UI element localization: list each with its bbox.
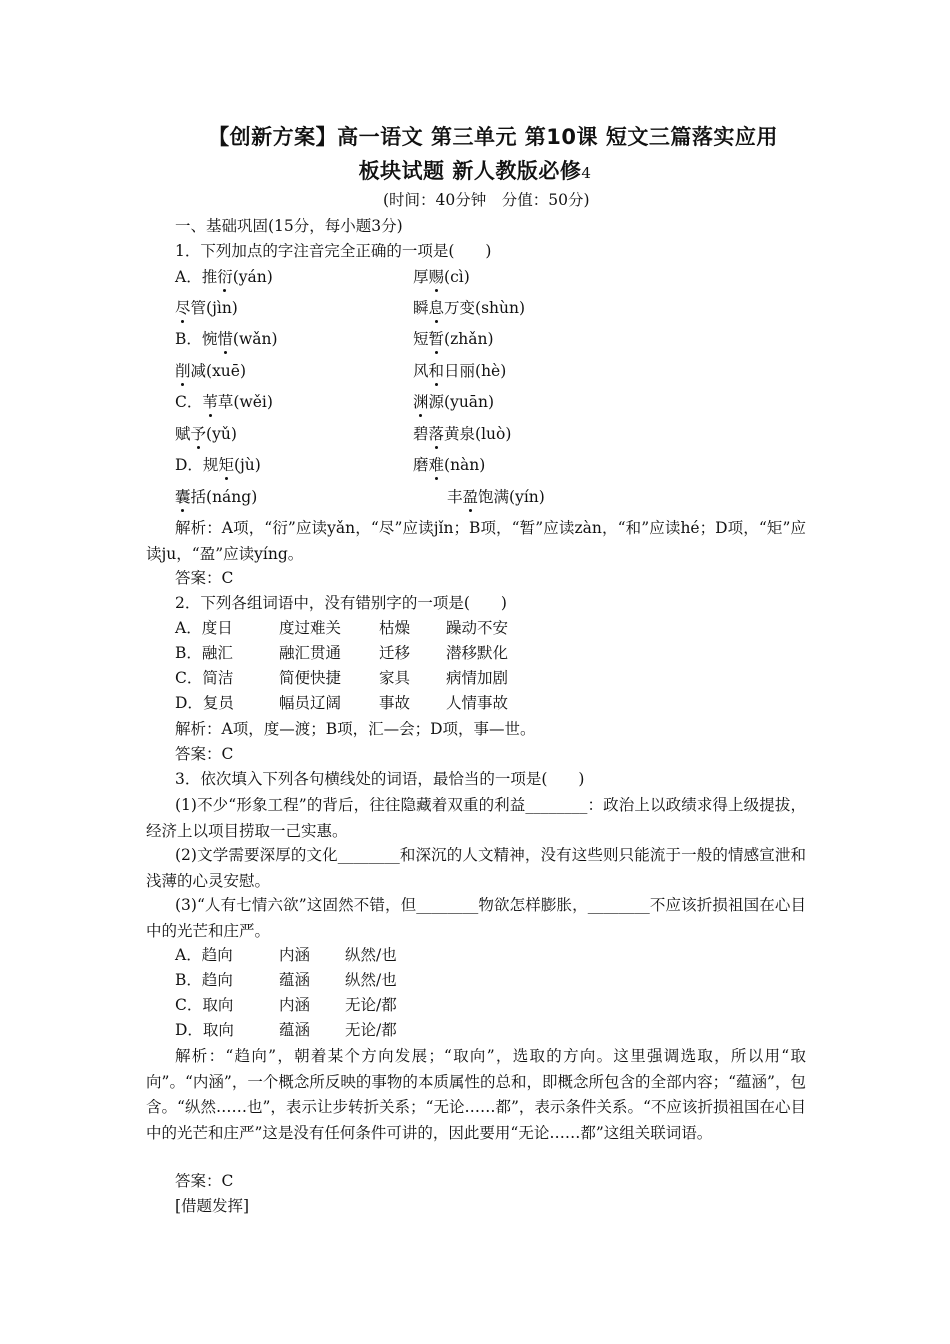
dotted-char: 和 [428,362,445,380]
q1-option-left [175,454,261,476]
q2-option-cell: 枯燥 [379,619,411,637]
option-text: 磨 [413,456,429,474]
option-text: 赋 [175,425,191,443]
option-text: (yán) [232,268,273,286]
dotted-char: 尽 [175,299,191,317]
option-text: 瞬 [413,299,429,317]
option-text: 减(xuē) [190,362,247,380]
q2-option-cell: D．复员 [175,694,234,712]
question-1-analysis: 解析：A项，“衍”应读yǎn，“尽”应读jǐn；B项，“暂”应读zàn，“和”应读hé；D项，“矩”应读ju，“盈”应读yíng。 [146,519,806,563]
question-2-answer: 答案：C [175,745,234,763]
dotted-char: 囊 [175,488,191,506]
option-text: (zhǎn) [444,330,494,348]
q3-option-cell: 纵然/也 [345,946,397,964]
dotted-char: 盈 [462,488,479,506]
q2-option-cell: 融汇贯通 [279,644,342,662]
q3-option-cell: B．趋向 [175,971,233,989]
title-line2-text: 板块试题 新人教版必修 [358,159,582,183]
q1-option-right [413,423,511,445]
dotted-char: 衍 [217,268,233,286]
dotted-char: 苇 [202,393,218,411]
q2-option-cell: B．融汇 [175,644,233,662]
option-text: 丰 [447,488,463,506]
option-text: (wǎn) [232,330,278,348]
option-text: 管(jìn) [190,299,238,317]
q2-option-cell: C．简洁 [175,669,234,687]
dotted-char: 矩 [218,456,234,474]
q2-option-cell: 事故 [379,694,411,712]
option-text: D．规 [175,456,219,474]
option-text: (cì) [444,268,470,286]
section-heading: 一、基础巩固(15分，每小题3分) [175,217,403,235]
option-text: 厚 [413,268,429,286]
dotted-char: 惜 [217,330,233,348]
q2-option-cell: A．度日 [175,619,233,637]
dotted-char: 难 [428,456,445,474]
question-2-analysis: 解析：A项，度—渡；B项，汇—会；D项，事—世。 [175,720,536,738]
question-3-sentence-3: (3)“人有七情六欲”这固然不错，但________物欲怎样膨胀，________不应该折损祖国在心目中的光芒和庄严。 [146,896,806,940]
question-3-stem: 3．依次填入下列各句横线处的词语，最恰当的一项是( ) [175,770,585,788]
option-text: (jù) [233,456,261,474]
question-1-answer: 答案：C [175,569,234,587]
q1-option-left [175,391,273,413]
q1-option-left [175,486,257,508]
q2-option-cell: 迁移 [379,644,411,662]
question-3-answer: 答案：C [175,1172,234,1190]
q1-option-left [175,423,237,445]
q2-option-cell: 潜移默化 [446,644,509,662]
q1-option-left [175,328,278,350]
q1-option-left [175,297,238,319]
q3-option-cell: D．取向 [175,1021,234,1039]
q1-option-right [447,486,545,508]
dotted-char: 息 [428,299,445,317]
q2-option-cell: 幅员辽阔 [279,694,342,712]
option-text: 草(wěi) [217,393,273,411]
q1-option-right [413,328,494,350]
q3-option-cell: 无论/都 [345,996,397,1014]
document-title-line2 [0,155,950,185]
document-title-line1: 【创新方案】高一语文 第三单元 第10课 短文三篇落实应用 [208,125,778,149]
option-text: (nàn) [444,456,486,474]
option-text: A．推 [175,268,218,286]
q2-option-cell: 简便快捷 [279,669,342,687]
question-1-stem: 1．下列加点的字注音完全正确的一项是( ) [175,242,492,260]
q1-option-right [413,297,525,319]
dotted-char: 予 [190,425,207,443]
q1-option-right [413,454,485,476]
dotted-char: 落 [428,425,445,443]
option-text: 碧 [413,425,429,443]
option-text: 短 [413,330,429,348]
dotted-char: 渊 [413,393,429,411]
option-text: 源(yuān) [428,393,495,411]
option-text: (yǔ) [206,425,237,443]
q1-option-right [413,391,494,413]
option-text: 括(náng) [190,488,258,506]
dotted-char: 削 [175,362,191,380]
option-text: 黄泉(luò) [444,425,512,443]
option-text: 饱满(yín) [478,488,545,506]
q2-option-cell: 躁动不安 [446,619,509,637]
dotted-char: 赐 [428,268,445,286]
q1-option-left [175,360,246,382]
q1-option-right [413,266,470,288]
q3-option-cell: 蕴涵 [279,971,311,989]
q1-option-right [413,360,506,382]
q2-option-cell: 病情加剧 [446,669,509,687]
option-text: 万变(shùn) [444,299,526,317]
dotted-char: 暂 [428,330,445,348]
option-text: C． [175,393,203,411]
q2-option-cell: 人情事故 [446,694,509,712]
q2-option-cell: 度过难关 [279,619,342,637]
option-text: 日丽(hè) [444,362,507,380]
q2-option-cell: 家具 [379,669,411,687]
q3-option-cell: 内涵 [279,996,311,1014]
question-3-analysis: 解析：“趋向”，朝着某个方向发展；“取向”，选取的方向。这里强调选取，所以用“取向”。“内涵”，一个概念所反映的事物的本质属性的总和，即概念所包含的全部内容；“蕴涵”，包含。“纵然……也”，表示让步转折关系；“无论……都”，表示条件关系。“不应该折损祖国在心目中的光芒和庄严”这是没有任何条件可讲的，因此要用“无论……都”这组关联词语。 [146,1047,806,1142]
borrow-question-tag: [借题发挥] [175,1197,250,1215]
q3-option-cell: 纵然/也 [345,971,397,989]
question-2-stem: 2．下列各组词语中，没有错别字的一项是( ) [175,594,507,612]
option-text: 风 [413,362,429,380]
question-3-sentence-2: (2)文学需要深厚的文化________和深沉的人文精神，没有这些则只能流于一般的情感宣泄和浅薄的心灵安慰。 [146,846,806,890]
q3-option-cell: C．取向 [175,996,234,1014]
option-text: B．惋 [175,330,218,348]
q3-option-cell: 无论/都 [345,1021,397,1039]
title-line2-volume: 4 [581,164,592,182]
q1-option-left [175,266,273,288]
question-3-sentence-1: (1)不少“形象工程”的背后，往往隐藏着双重的利益________：政治上以政绩求得上级提拔，经济上以项目捞取一己实惠。 [146,796,806,840]
q3-option-cell: 蕴涵 [279,1021,311,1039]
q3-option-cell: A．趋向 [175,946,233,964]
q3-option-cell: 内涵 [279,946,311,964]
exam-meta: (时间：40分钟 分值：50分) [383,191,590,209]
